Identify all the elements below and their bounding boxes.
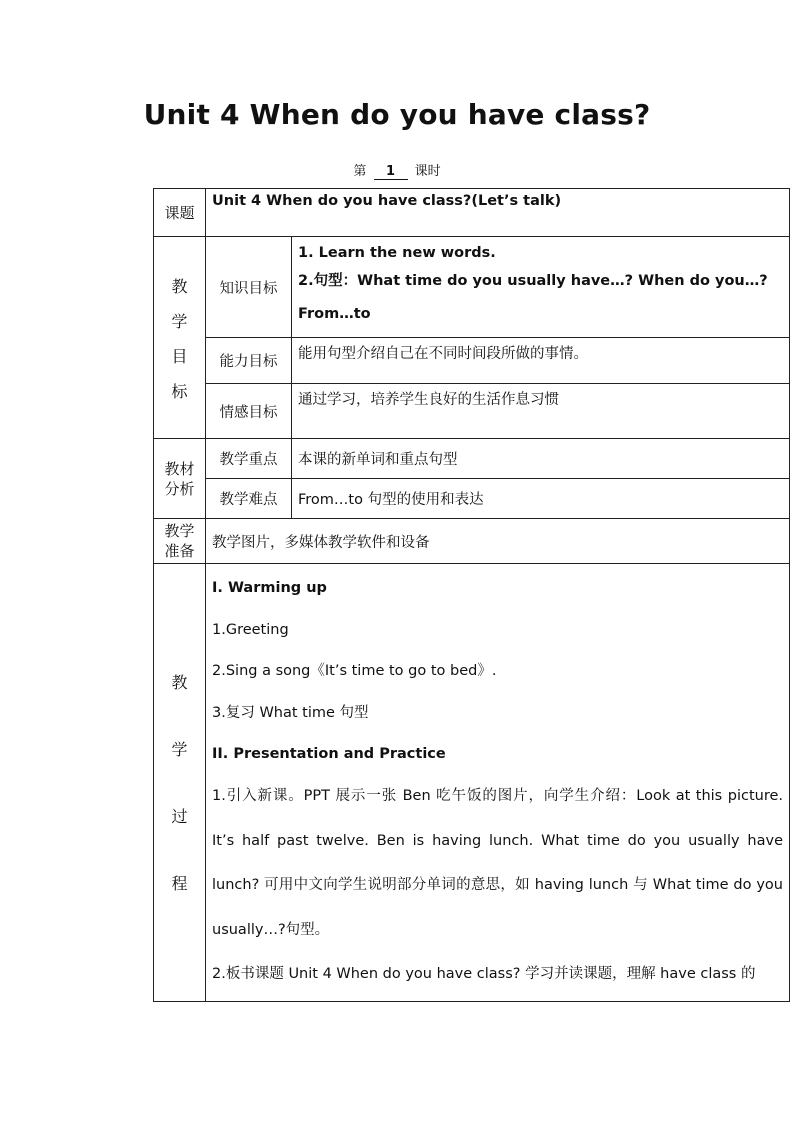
objectives-char-2: 学 xyxy=(171,311,188,331)
warmup-item-2: 2.Sing a song《It’s time to go to bed》. xyxy=(212,663,497,679)
difficulty-row xyxy=(154,479,790,519)
process-char-1: 教 xyxy=(171,673,188,693)
difficulty-value: From…to 句型的使用和表达 xyxy=(292,479,790,519)
analysis-label-2: 分析 xyxy=(164,479,195,498)
objectives-label-cell xyxy=(154,237,206,439)
process-row xyxy=(154,564,790,1002)
prep-row xyxy=(154,519,790,564)
lesson-plan-table xyxy=(153,188,790,1002)
emotion-label: 情感目标 xyxy=(206,384,292,439)
key-row xyxy=(154,439,790,479)
objectives-char-3: 目 xyxy=(171,346,188,366)
process-char-3: 过 xyxy=(171,807,188,827)
emotion-value: 通过学习，培养学生良好的生活作息习惯 xyxy=(292,384,790,439)
emotion-row xyxy=(154,384,790,439)
presentation-heading: II. Presentation and Practice xyxy=(212,746,446,762)
key-label: 教学重点 xyxy=(206,439,292,479)
lesson-number-line xyxy=(0,160,794,180)
warmup-heading: I. Warming up xyxy=(212,580,327,596)
knowledge-line-1: 1. Learn the new words. xyxy=(298,245,496,261)
topic-row xyxy=(154,189,790,237)
warmup-item-1: 1.Greeting xyxy=(212,621,289,638)
process-content xyxy=(206,564,790,1002)
knowledge-line-3: From…to xyxy=(298,306,371,322)
objectives-char-1: 教 xyxy=(171,276,188,296)
process-char-4: 程 xyxy=(171,874,188,894)
presentation-paragraph-1: 1.引入新课。PPT 展示一张 Ben 吃午饭的图片，向学生介绍：Look at this picture. It’s half past twelve. Ben is having lunch. What time do you usually have lunch? 可用中文向学生说明部分单词的意思，如 having lunch 与 What time do you usually…?句型。 xyxy=(212,788,783,938)
lesson-number: 1 xyxy=(374,164,408,180)
topic-label: 课题 xyxy=(154,189,206,237)
knowledge-line-2: 2.句型：What time do you usually have…? When do you…? xyxy=(298,273,768,289)
prep-label-1: 教学 xyxy=(164,522,195,540)
ability-label: 能力目标 xyxy=(206,338,292,384)
ability-row xyxy=(154,338,790,384)
knowledge-row xyxy=(154,237,790,338)
document-title: Unit 4 When do you have class? xyxy=(143,98,651,131)
warmup-item-3: 3.复习 What time 句型 xyxy=(212,704,369,721)
prep-value: 教学图片，多媒体教学软件和设备 xyxy=(206,519,790,564)
lesson-suffix: 课时 xyxy=(414,164,441,179)
process-char-2: 学 xyxy=(171,740,188,760)
difficulty-label: 教学难点 xyxy=(206,479,292,519)
presentation-paragraph-2: 2.板书课题 Unit 4 When do you have class? 学习并读课题，理解 have class 的 xyxy=(212,966,756,982)
knowledge-label: 知识目标 xyxy=(206,237,292,338)
analysis-label-cell xyxy=(154,439,206,519)
knowledge-value xyxy=(292,237,790,338)
key-value: 本课的新单词和重点句型 xyxy=(292,439,790,479)
ability-value: 能用句型介绍自己在不同时间段所做的事情。 xyxy=(292,338,790,384)
prep-label-cell xyxy=(154,519,206,564)
prep-label-2: 准备 xyxy=(164,542,195,560)
objectives-char-4: 标 xyxy=(171,381,188,401)
process-label-cell xyxy=(154,564,206,1002)
topic-value: Unit 4 When do you have class?(Let’s talk) xyxy=(206,189,790,237)
analysis-label-1: 教材 xyxy=(164,459,195,478)
lesson-prefix: 第 xyxy=(353,164,367,179)
